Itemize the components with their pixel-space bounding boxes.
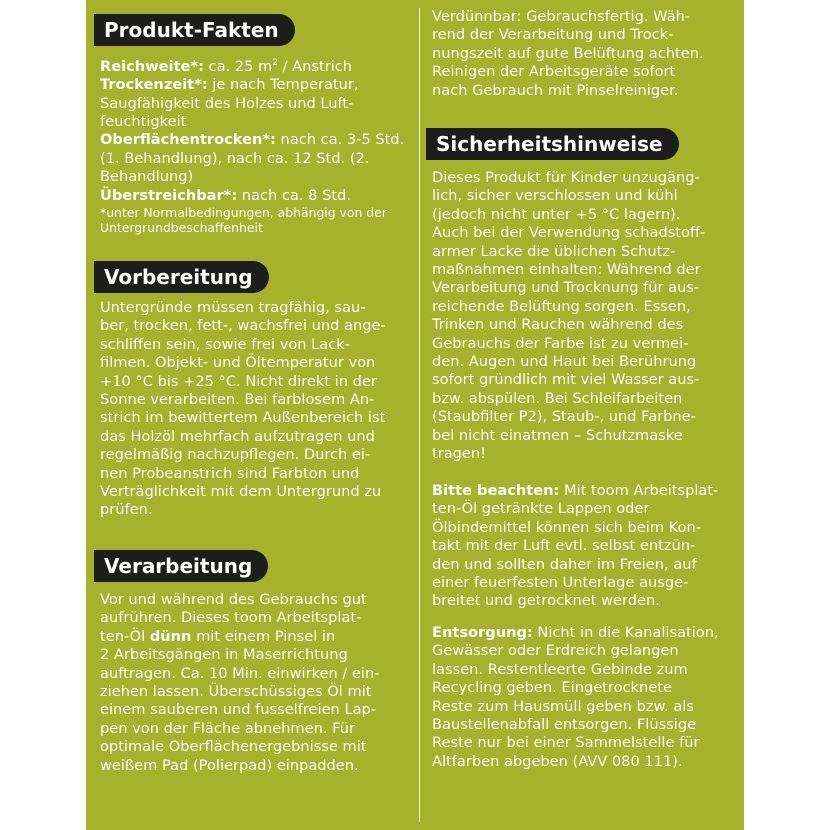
oberflaechentrocken-line [100,131,410,186]
text-line: nach Gebrauch mit Pinselreiniger. [432,81,679,99]
text-line: Ölbindemittel können sich beim Kon- [432,518,701,536]
ueberstreichbar-line [100,187,410,205]
verarbeitung-text [100,591,410,775]
oberflaechentrocken-value: nach ca. 3-5 Std. (1. Behandlung), nach ca. 12 Std. (2. Behandlung) [100,131,405,186]
reichweite-sup: 2 [272,58,278,68]
ueberstreichbar-label: Überstreichbar*: [100,186,238,204]
trockenzeit-label: Trockenzeit*: [100,76,208,94]
sicherheitshinweise-text [432,169,732,464]
text-line: nen Probeanstrich sind Farbton und [100,464,360,482]
vorbereitung-text [100,299,410,520]
trockenzeit-value: je nach Temperatur, Saugfähigkeit des Holzes und Luftfeuchtigkeit [100,76,359,131]
text-line: bzw. abspülen. Bei Schleifarbeiten [432,389,683,407]
bitte-beachten-label: Bitte beachten: [432,482,560,499]
text-line: sofort gründlich mit viel Wasser aus- [432,371,700,389]
verduennbar-text [432,8,732,100]
text-line: nungszeit auf gute Belüftung achten. [432,44,704,62]
column-divider [419,8,420,822]
text-line: Recycling geben. Eingetrocknete [432,679,672,697]
text-line: pen von der Fläche abnehmen. Für [100,719,355,737]
text-line: Reste zum Hausmüll geben bzw. als [432,697,694,715]
text-line: Sonne verarbeiten. Bei farblosem An- [100,391,375,409]
text-line: aufrühren. Dieses toom Arbeitsplat- [100,609,362,627]
entsorgung-text [432,624,732,771]
footnote: *unter Normalbedingungen, abhängig von der Untergrundbeschaffenheit [100,205,387,236]
text-line: den und sollten daher im Freien, auf [432,555,697,573]
ueberstreichbar-value: nach ca. 8 Std. [237,186,351,204]
text-line: rend der Verarbeitung und Trock- [432,26,674,44]
text-line [432,482,732,500]
text-fragment: Mit toom Arbeitsplat- [559,482,719,499]
text-line: den. Augen und Haut bei Berührung [432,353,697,371]
produkt-fakten-text [100,54,410,235]
text-line: Untergründe müssen tragfähig, sau- [100,299,366,316]
text-line: +10 °C bis +25 °C. Nicht direkt in der [100,372,377,390]
oberflaechentrocken-label: Oberflächentrocken*: [100,131,276,149]
text-line: Vor und während des Gebrauchs gut [100,591,367,608]
text-line: bel nicht einatmen – Schutzmaske [432,426,683,444]
text-line: Auch bei der Verwendung schadstoff- [432,224,706,242]
text-line: 2 Arbeitsgängen in Maserrichtung [100,646,348,664]
text-line: Verdünnbar: Gebrauchsfertig. Wäh- [432,8,691,25]
emphasis-duenn: dünn [149,627,192,645]
text-line: weißem Pad (Polierpad) einpadden. [100,756,359,774]
text-line: ziehen lassen. Überschüssiges Öl mit [100,683,372,701]
trockenzeit-line [100,76,410,131]
text-line: takt mit der Luft evtl. selbst entzün- [432,537,696,555]
text-line: ber, trocken, fett-, wachsfrei und ange- [100,317,386,335]
text-line: regelmäßig nachzupflegen. Durch ei- [100,446,371,464]
text-line: breitet und getrocknet werden. [432,592,660,610]
product-info-panel [86,0,744,830]
heading-vorbereitung: Vorbereitung [94,261,269,293]
text-line: Reinigen der Arbeitsgeräte sofort [432,63,676,81]
text-line: filmen. Objekt- und Öltemperatur von [100,354,376,372]
reichweite-label: Reichweite*: [100,57,204,75]
text-line: schliffen sein, sowie frei von Lack- [100,335,350,353]
text-line [100,628,410,646]
heading-verarbeitung: Verarbeitung [94,550,268,582]
reichweite-line [100,54,410,76]
text-line: tragen! [432,445,487,463]
heading-sicherheitshinweise: Sicherheitshinweise [426,128,679,160]
text-line: Baustellenabfall entsorgen. Flüssige [432,716,697,734]
text-line: Gewässer oder Erdreich gelangen [432,642,679,660]
text-line: optimale Oberflächenergebnisse mit [100,738,367,756]
heading-produkt-fakten: Produkt-Fakten [94,14,295,46]
text-line: auftragen. Ca. 10 Min. einwirken / ein- [100,664,380,682]
text-line: lich, sicher verschlossen und kühl [432,187,678,205]
text-line: Trinken und Rauchen während des [432,316,684,334]
text-line: Dieses Produkt für Kinder unzugäng- [432,169,700,186]
text-line: strich im bewittertem Außenbereich ist [100,409,386,427]
text-line: prüfen. [100,501,153,519]
text-line: einer feuerfesten Unterlage ausge- [432,574,689,592]
text-line: reichende Belüftung sorgen. Essen, [432,297,691,315]
text-line: Gebrauchs der Farbe ist zu vermei- [432,334,689,352]
text-line: das Holzöl mehrfach aufzutragen und [100,427,375,445]
text-line: ten-Öl getränkte Lappen oder [432,500,650,518]
text-line: maßnahmen einhalten: Während der [432,261,701,279]
text-line: (Staubfilter P2), Staub-, und Farbne- [432,408,696,426]
text-line: Reste nur bei einer Sammelstelle für [432,734,700,752]
text-line: Verarbeitung und Trocknung für aus- [432,279,700,297]
text-line: (jedoch nicht unter +5 °C lagern). [432,205,681,223]
text-line: armer Lacke die üblichen Schutz- [432,242,676,260]
reichweite-value: ca. 25 m [203,57,273,75]
reichweite-rest: / Anstrich [277,57,353,75]
entsorgung-label: Entsorgung: [432,624,533,641]
text-line [432,624,732,642]
text-fragment: mit einem Pinsel in [191,627,336,645]
text-line: lassen. Restentleerte Gebinde zum [432,660,688,678]
text-fragment: ten-Öl [100,627,150,645]
text-line: Verträglichkeit mit dem Untergrund zu [100,483,382,501]
text-line: einem sauberen und fusselfreien Lap- [100,701,377,719]
text-fragment: Nicht in die Kanalisation, [532,624,719,641]
text-line: Altfarben abgeben (AVV 080 111). [432,752,683,770]
bitte-beachten-text [432,482,732,611]
